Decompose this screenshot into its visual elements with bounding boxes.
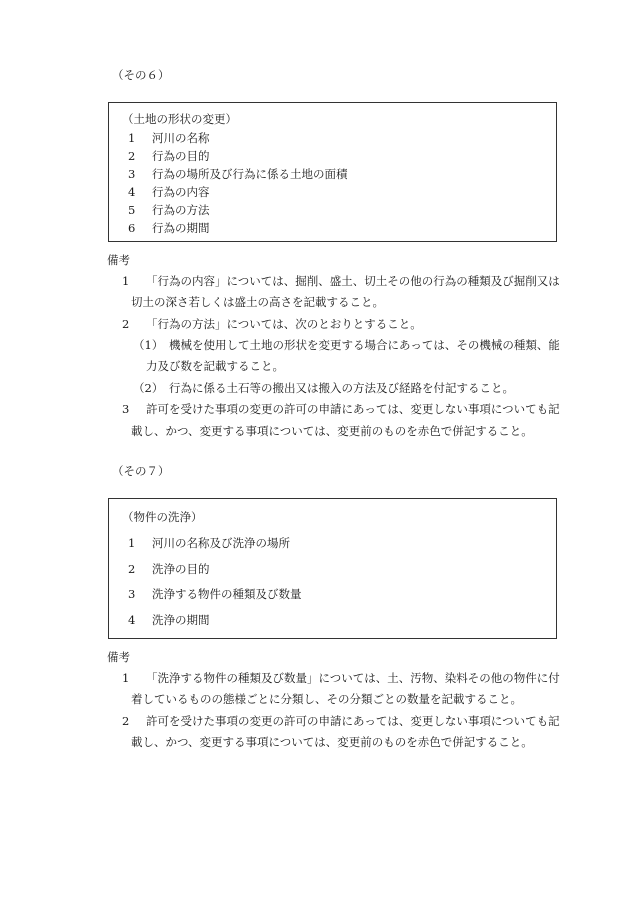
note-line [122,276,560,288]
note-text: 「行為の方法」については、次のとおりとすること。 [146,317,422,331]
note-line-cont: 切土の深さ若しくは盛土の高さを記載すること。 [131,295,384,309]
note-line [122,319,422,331]
note-line-cont: 力及び数を記載すること。 [146,359,284,373]
note-number: 1 [122,274,130,288]
list-item [128,151,210,163]
item-number: 1 [128,536,136,550]
list-item [128,538,290,550]
section-6-box [108,102,557,242]
list-item [128,133,210,145]
subitem-number: （1） [133,338,164,352]
section-7-notes-heading: 備考 [107,650,130,664]
item-text: 行為の期間 [152,221,210,235]
note-text: 許可を受けた事項の変更の許可の申請にあっては、変更しない事項についても記 [146,402,560,416]
section-7-box [108,498,557,639]
note-subitem [133,383,514,395]
note-number: 2 [122,317,130,331]
note-text: 「洗浄する物件の種類及び数量」については、土、汚物、染料その他の物件に付 [146,671,560,685]
list-item [128,223,210,235]
subitem-text: 機械を使用して土地の形状を変更する場合にあっては、その機械の種類、能 [169,338,560,352]
item-text: 行為の内容 [152,185,210,199]
list-item [128,205,210,217]
note-line-cont: 載し、かつ、変更する事項については、変更前のものを赤色で併記すること。 [131,424,533,438]
item-number: 6 [128,221,136,235]
item-text: 行為の方法 [152,203,210,217]
item-text: 洗浄する物件の種類及び数量 [152,587,302,601]
subitem-number: （2） [133,381,164,395]
note-subitem [133,340,560,352]
note-line [122,673,560,685]
note-text: 「行為の内容」については、掘削、盛土、切土その他の行為の種類及び掘削又は [146,274,560,288]
section-6-box-title: （土地の形状の変更） [122,112,237,126]
subitem-text: 行為に係る土石等の搬出又は搬入の方法及び経路を付記すること。 [169,381,514,395]
item-number: 3 [128,587,136,601]
list-item [128,589,302,601]
list-item [128,615,210,627]
item-text: 河川の名称及び洗浄の場所 [152,536,290,550]
section-7-box-title: （物件の洗浄） [122,510,203,524]
note-line-cont: 載し、かつ、変更する事項については、変更前のものを赤色で併記すること。 [131,735,533,749]
note-line [122,716,560,728]
note-number: 3 [122,402,130,416]
item-text: 洗浄の目的 [152,562,210,576]
item-number: 2 [128,149,136,163]
note-number: 2 [122,714,130,728]
item-number: 1 [128,131,136,145]
item-text: 洗浄の期間 [152,613,210,627]
section-7-label: （その７） [112,464,170,478]
item-text: 河川の名称 [152,131,210,145]
item-number: 4 [128,613,136,627]
section-6-notes-heading: 備考 [107,253,130,267]
note-text: 許可を受けた事項の変更の許可の申請にあっては、変更しない事項についても記 [146,714,560,728]
item-number: 3 [128,167,136,181]
item-text: 行為の場所及び行為に係る土地の面積 [152,167,348,181]
item-number: 5 [128,203,136,217]
list-item [128,564,210,576]
section-6-label: （その６） [112,68,170,82]
item-number: 2 [128,562,136,576]
note-line-cont: 着しているものの態様ごとに分類し、その分類ごとの数量を記載すること。 [131,692,522,706]
list-item [128,169,348,181]
item-number: 4 [128,185,136,199]
list-item [128,187,210,199]
note-line [122,404,560,416]
note-number: 1 [122,671,130,685]
item-text: 行為の目的 [152,149,210,163]
